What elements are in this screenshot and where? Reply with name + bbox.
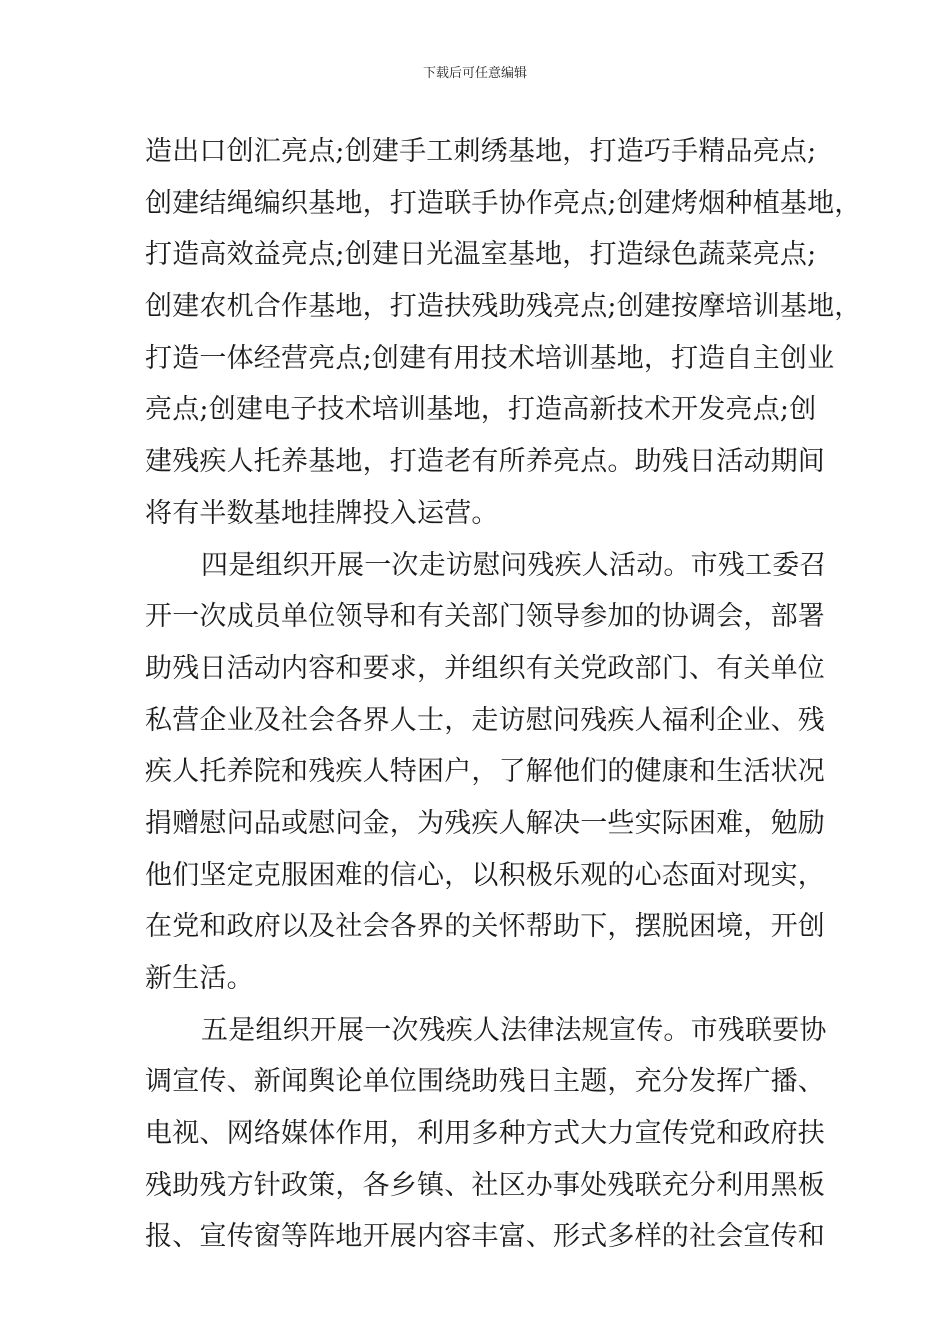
page-header: 下载后可任意编辑	[422, 66, 527, 81]
text-line: 创建农机合作基地，打造扶残助残亮点;创建按摩培训基地，	[145, 291, 862, 323]
document-body	[145, 126, 862, 1263]
text-line: 电视、网络媒体作用，利用多种方式大力宣传党和政府扶	[145, 1118, 825, 1150]
text-line: 捐赠慰问品或慰问金，为残疾人解决一些实际困难，勉励	[145, 807, 825, 839]
text-line: 新生活。	[145, 963, 254, 994]
text-line: 四是组织开展一次走访慰问残疾人活动。市残工委召	[201, 549, 827, 581]
text-line: 在党和政府以及社会各界的关怀帮助下，摆脱困境，开创	[145, 911, 825, 943]
text-line: 造出口创汇亮点;创建手工刺绣基地，打造巧手精品亮点;	[145, 136, 817, 167]
text-line: 残助残方针政策，各乡镇、社区办事处残联充分利用黑板	[145, 1169, 825, 1201]
text-line: 开一次成员单位领导和有关部门领导参加的协调会，部署	[145, 601, 825, 633]
text-line: 他们坚定克服困难的信心，以积极乐观的心态面对现实，	[145, 859, 825, 891]
text-line: 助残日活动内容和要求，并组织有关党政部门、有关单位	[145, 652, 825, 684]
text-line: 五是组织开展一次残疾人法律法规宣传。市残联要协	[201, 1014, 827, 1046]
text-line: 疾人托养院和残疾人特困户，了解他们的健康和生活状况	[145, 756, 825, 788]
paragraph-1	[145, 126, 862, 540]
text-line: 报、宣传窗等阵地开展内容丰富、形式多样的社会宣传和	[145, 1221, 825, 1253]
text-line: 将有半数基地挂牌投入运营。	[145, 497, 499, 529]
text-line: 打造高效益亮点;创建日光温室基地，打造绿色蔬菜亮点;	[145, 239, 817, 271]
text-line: 打造一体经营亮点;创建有用技术培训基地，打造自主创业	[145, 342, 835, 374]
paragraph-3	[145, 1005, 827, 1263]
text-line: 私营企业及社会各界人士，走访慰问残疾人福利企业、残	[145, 704, 825, 736]
paragraph-2	[145, 540, 827, 1005]
text-line: 创建结绳编织基地，打造联手协作亮点;创建烤烟种植基地，	[145, 187, 862, 219]
text-line: 亮点;创建电子技术培训基地，打造高新技术开发亮点;创	[145, 394, 817, 426]
text-line: 调宣传、新闻舆论单位围绕助残日主题，充分发挥广播、	[145, 1066, 825, 1098]
text-line: 建残疾人托养基地，打造老有所养亮点。助残日活动期间	[145, 446, 825, 478]
